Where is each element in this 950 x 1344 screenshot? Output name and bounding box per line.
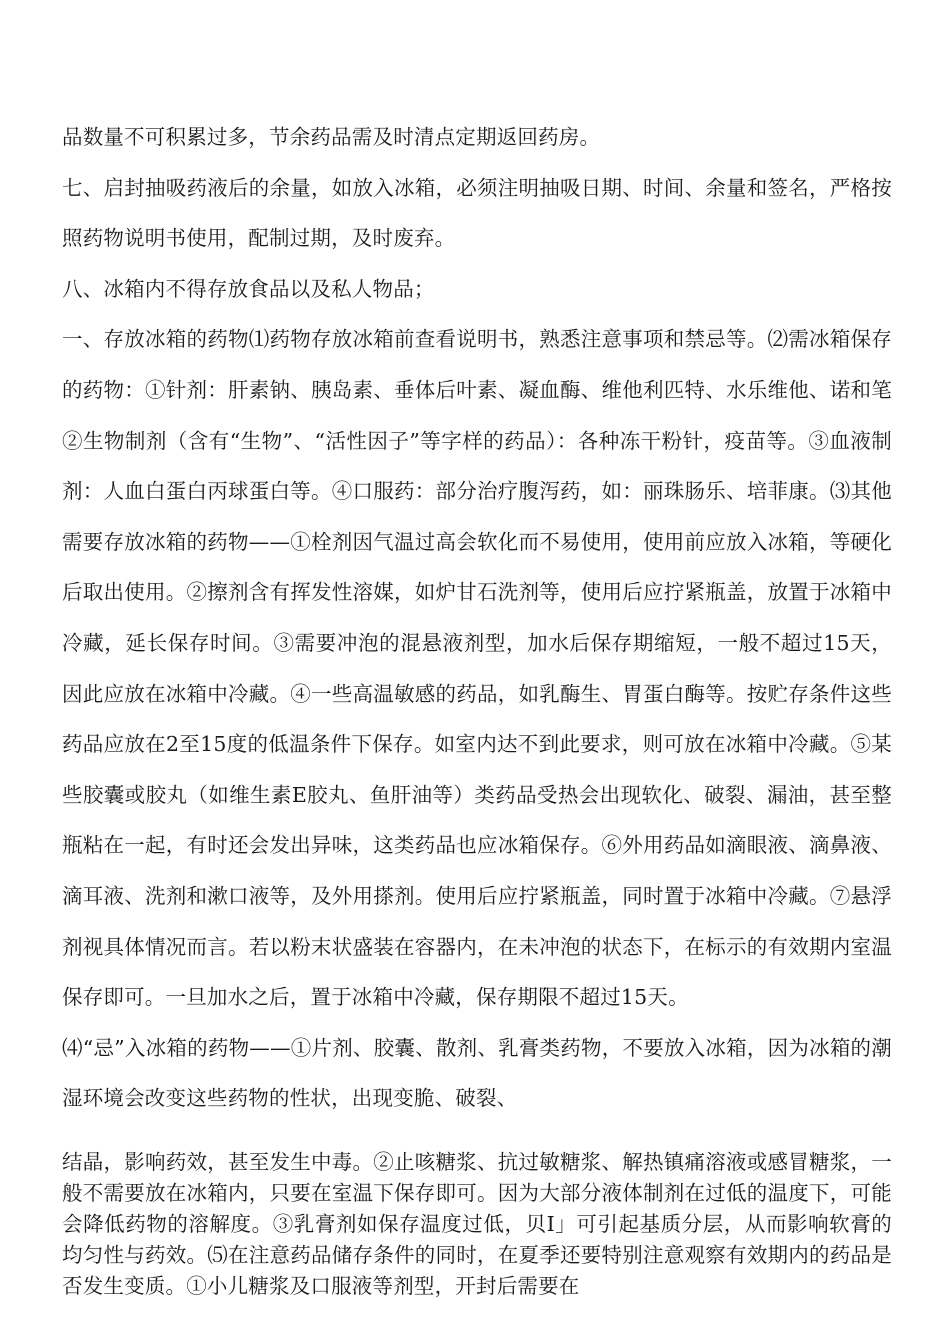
- paragraph-refrigerated-drugs: 一、存放冰箱的药物⑴药物存放冰箱前查看说明书，熟悉注意事项和禁忌等。⑵需冰箱保存的药物：①针剂：肝素钠、胰岛素、垂体后叶素、凝血酶、维他利匹特、水乐维他、诺和笔②生物制剂（含有“生物”、“活性因子”等字样的药品）：各种冻干粉针，疫苗等。③血液制剂：人血白蛋白丙球蛋白等。④口服药：部分治疗腹泻药，如：丽珠肠乐、培菲康。⑶其他需要存放冰箱的药物——①栓剂因气温过高会软化而不易使用，使用前应放入冰箱，等硬化后取出使用。②擦剂含有挥发性溶媒，如炉甘石洗剂等，使用后应拧紧瓶盖，放置于冰箱中冷藏，延长保存时间。③需要冲泡的混悬液剂型，加水后保存期缩短，一般不超过15天，因此应放在冰箱中冷藏。④一些高温敏感的药品，如乳酶生、胃蛋白酶等。按贮存条件这些药品应放在2至15度的低温条件下保存。如室内达不到此要求，则可放在冰箱中冷藏。⑤某些胶囊或胶丸（如维生素E胶丸、鱼肝油等）类药品受热会出现软化、破裂、漏油，甚至整瓶粘在一起，有时还会发出异味，这类药品也应冰箱保存。⑥外用药品如滴眼液、滴鼻液、滴耳液、洗剂和漱口液等，及外用搽剂。使用后应拧紧瓶盖，同时置于冰箱中冷藏。⑦悬浮剂视具体情况而言。若以粉末状盛装在容器内，在未冲泡的状态下，在标示的有效期内室温保存即可。一旦加水之后，置于冰箱中冷藏，保存期限不超过15天。: [62, 327, 892, 1010]
- document-body-continued: [62, 1147, 892, 1302]
- paragraph-rule-eight: 八、冰箱内不得存放食品以及私人物品；: [62, 276, 435, 301]
- document-body: [62, 112, 892, 1124]
- paragraph-continued: 结晶，影响药效，甚至发生中毒。②止咳糖浆、抗过敏糖浆、解热镇痛溶液或感冒糖浆，一般不需要放在冰箱内，只要在室温下保存即可。因为大部分液体制剂在过低的温度下，可能会降低药物的溶解度。③乳膏剂如保存温度过低，贝I」可引起基质分层，从而影响软膏的均匀性与药效。⑸在注意药品储存条件的同时，在夏季还要特别注意观察有效期内的药品是否发生变质。①小儿糖浆及口服液等剂型，开封后需要在: [62, 1150, 892, 1298]
- paragraph-forbidden-drugs: ⑷“忌”入冰箱的药物——①片剂、胶囊、散剂、乳膏类药物，不要放入冰箱，因为冰箱的潮湿环境会改变这些药物的性状，出现变脆、破裂、: [62, 1035, 892, 1111]
- paragraph-returns: 品数量不可积累过多，节余药品需及时清点定期返回药房。: [62, 125, 601, 149]
- paragraph-rule-seven: 七、启封抽吸药液后的余量，如放入冰箱，必须注明抽吸日期、时间、余量和签名，严格按照药物说明书使用，配制过期，及时废弃。: [62, 175, 892, 251]
